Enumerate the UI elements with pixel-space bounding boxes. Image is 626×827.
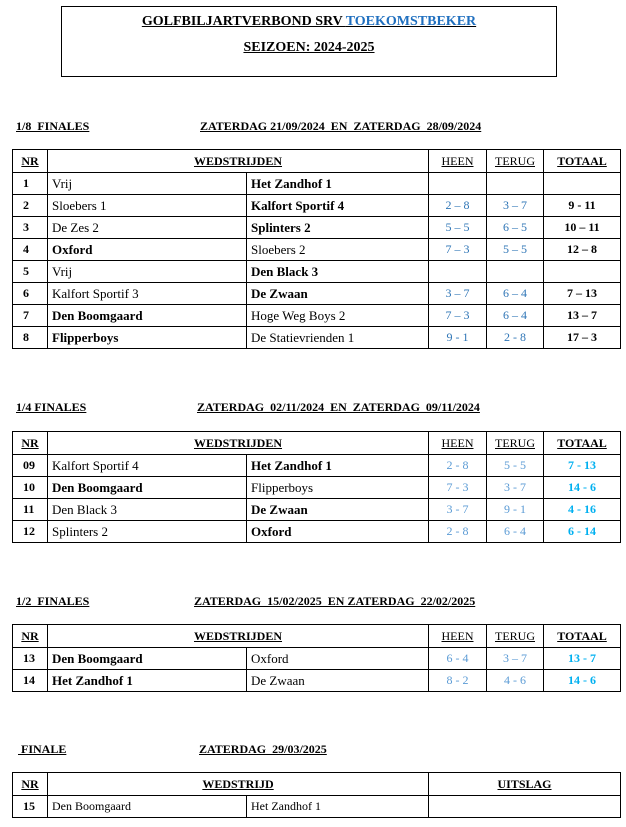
col-terug: TERUG bbox=[487, 432, 544, 455]
col-heen: HEEN bbox=[429, 432, 487, 455]
col-heen: HEEN bbox=[429, 150, 487, 173]
col-nr: NR bbox=[13, 625, 48, 648]
col-terug: TERUG bbox=[487, 625, 544, 648]
score-heen: 2 – 8 bbox=[429, 195, 487, 217]
score-heen: 5 – 5 bbox=[429, 217, 487, 239]
score-terug: 6 - 4 bbox=[487, 521, 544, 543]
home-team: Den Black 3 bbox=[48, 499, 247, 521]
away-team: Splinters 2 bbox=[247, 217, 429, 239]
away-team: Kalfort Sportif 4 bbox=[247, 195, 429, 217]
away-team: Den Black 3 bbox=[247, 261, 429, 283]
score-totaal: 14 - 6 bbox=[544, 477, 621, 499]
match-nr: 4 bbox=[13, 239, 48, 261]
table-row bbox=[13, 670, 621, 692]
score-terug: 6 – 4 bbox=[487, 283, 544, 305]
score-terug: 6 – 4 bbox=[487, 305, 544, 327]
score-terug: 3 – 7 bbox=[487, 195, 544, 217]
match-nr: 15 bbox=[13, 796, 48, 818]
final-table bbox=[12, 772, 621, 818]
match-nr: 12 bbox=[13, 521, 48, 543]
away-team: Flipperboys bbox=[247, 477, 429, 499]
away-team: De Zwaan bbox=[247, 499, 429, 521]
score-heen: 3 - 7 bbox=[429, 499, 487, 521]
page-title-accent: TOEKOMSTBEKER bbox=[345, 14, 477, 29]
score-heen: 2 - 8 bbox=[429, 455, 487, 477]
score-totaal: 17 – 3 bbox=[544, 327, 621, 349]
score-terug: 5 – 5 bbox=[487, 239, 544, 261]
score-heen: 8 - 2 bbox=[429, 670, 487, 692]
away-team: Oxford bbox=[247, 648, 429, 670]
home-team: Vrij bbox=[48, 261, 247, 283]
score-heen: 7 – 3 bbox=[429, 239, 487, 261]
score-heen: 9 - 1 bbox=[429, 327, 487, 349]
match-nr: 7 bbox=[13, 305, 48, 327]
score-totaal: 13 – 7 bbox=[544, 305, 621, 327]
score-terug: 3 – 7 bbox=[487, 648, 544, 670]
col-wedstrijd: WEDSTRIJD bbox=[48, 773, 429, 796]
semi-label: 1/2 FINALES bbox=[16, 594, 90, 608]
score-totaal bbox=[544, 173, 621, 195]
score-terug: 5 - 5 bbox=[487, 455, 544, 477]
match-nr: 5 bbox=[13, 261, 48, 283]
score-heen: 3 – 7 bbox=[429, 283, 487, 305]
home-team: Den Boomgaard bbox=[48, 796, 247, 818]
match-nr: 1 bbox=[13, 173, 48, 195]
table-row bbox=[13, 239, 621, 261]
semi-dates: ZATERDAG 15/02/2025 EN ZATERDAG 22/02/2025 bbox=[194, 594, 476, 608]
score-totaal: 10 – 11 bbox=[544, 217, 621, 239]
col-terug: TERUG bbox=[487, 150, 544, 173]
table-row bbox=[13, 648, 621, 670]
score-totaal: 6 - 14 bbox=[544, 521, 621, 543]
col-totaal: TOTAAL bbox=[544, 625, 621, 648]
away-team: Het Zandhof 1 bbox=[247, 455, 429, 477]
table-row bbox=[13, 283, 621, 305]
home-team: Kalfort Sportif 4 bbox=[48, 455, 247, 477]
home-team: Den Boomgaard bbox=[48, 305, 247, 327]
home-team: Kalfort Sportif 3 bbox=[48, 283, 247, 305]
away-team: Het Zandhof 1 bbox=[247, 796, 429, 818]
match-nr: 6 bbox=[13, 283, 48, 305]
score-totaal: 9 - 11 bbox=[544, 195, 621, 217]
home-team: Vrij bbox=[48, 173, 247, 195]
match-nr: 2 bbox=[13, 195, 48, 217]
page-title: GOLFBILJARTVERBOND SRV TOEKOMSTBEKER bbox=[141, 14, 477, 29]
header-box bbox=[61, 6, 557, 77]
home-team: Oxford bbox=[48, 239, 247, 261]
home-team: De Zes 2 bbox=[48, 217, 247, 239]
round16-dates: ZATERDAG 21/09/2024 EN ZATERDAG 28/09/2024 bbox=[200, 119, 482, 133]
match-nr: 11 bbox=[13, 499, 48, 521]
away-team: De Zwaan bbox=[247, 283, 429, 305]
table-row bbox=[13, 261, 621, 283]
final-label: FINALE bbox=[18, 742, 67, 756]
table-row bbox=[13, 499, 621, 521]
table-row bbox=[13, 477, 621, 499]
score-heen bbox=[429, 173, 487, 195]
score-totaal: 4 - 16 bbox=[544, 499, 621, 521]
table-header-row bbox=[13, 150, 621, 173]
score-totaal: 14 - 6 bbox=[544, 670, 621, 692]
score-heen bbox=[429, 261, 487, 283]
away-team: De Statievrienden 1 bbox=[247, 327, 429, 349]
score-totaal bbox=[544, 261, 621, 283]
col-nr: NR bbox=[13, 150, 48, 173]
col-wedstrijden: WEDSTRIJDEN bbox=[48, 625, 429, 648]
away-team: De Zwaan bbox=[247, 670, 429, 692]
table-header-row bbox=[13, 432, 621, 455]
col-heen: HEEN bbox=[429, 625, 487, 648]
match-nr: 3 bbox=[13, 217, 48, 239]
round16-table bbox=[12, 149, 621, 349]
score-totaal: 7 – 13 bbox=[544, 283, 621, 305]
home-team: Sloebers 1 bbox=[48, 195, 247, 217]
score-terug: 2 - 8 bbox=[487, 327, 544, 349]
score-totaal: 7 - 13 bbox=[544, 455, 621, 477]
home-team: Splinters 2 bbox=[48, 521, 247, 543]
col-wedstrijden: WEDSTRIJDEN bbox=[48, 432, 429, 455]
match-nr: 14 bbox=[13, 670, 48, 692]
round16-label: 1/8 FINALES bbox=[16, 119, 90, 133]
score-terug: 6 – 5 bbox=[487, 217, 544, 239]
table-row bbox=[13, 796, 621, 818]
score-heen: 7 – 3 bbox=[429, 305, 487, 327]
col-nr: NR bbox=[13, 773, 48, 796]
table-row bbox=[13, 195, 621, 217]
match-nr: 8 bbox=[13, 327, 48, 349]
table-row bbox=[13, 217, 621, 239]
table-header-row bbox=[13, 625, 621, 648]
home-team: Het Zandhof 1 bbox=[48, 670, 247, 692]
away-team: Het Zandhof 1 bbox=[247, 173, 429, 195]
away-team: Hoge Weg Boys 2 bbox=[247, 305, 429, 327]
table-row bbox=[13, 173, 621, 195]
score-totaal: 12 – 8 bbox=[544, 239, 621, 261]
quarter-table bbox=[12, 431, 621, 543]
col-totaal: TOTAAL bbox=[544, 432, 621, 455]
col-uitslag: UITSLAG bbox=[429, 773, 621, 796]
col-totaal: TOTAAL bbox=[544, 150, 621, 173]
match-nr: 13 bbox=[13, 648, 48, 670]
quarter-label: 1/4 FINALES bbox=[16, 400, 87, 414]
col-wedstrijden: WEDSTRIJDEN bbox=[48, 150, 429, 173]
score-terug: 4 - 6 bbox=[487, 670, 544, 692]
home-team: Den Boomgaard bbox=[48, 648, 247, 670]
quarter-dates: ZATERDAG 02/11/2024 EN ZATERDAG 09/11/2024 bbox=[197, 400, 480, 414]
match-nr: 09 bbox=[13, 455, 48, 477]
match-nr: 10 bbox=[13, 477, 48, 499]
score-terug: 3 - 7 bbox=[487, 477, 544, 499]
score-terug bbox=[487, 173, 544, 195]
semi-table bbox=[12, 624, 621, 692]
score-terug bbox=[487, 261, 544, 283]
score-terug: 9 - 1 bbox=[487, 499, 544, 521]
home-team: Den Boomgaard bbox=[48, 477, 247, 499]
home-team: Flipperboys bbox=[48, 327, 247, 349]
table-header-row bbox=[13, 773, 621, 796]
score-heen: 7 - 3 bbox=[429, 477, 487, 499]
result bbox=[429, 796, 621, 818]
table-row bbox=[13, 327, 621, 349]
table-row bbox=[13, 521, 621, 543]
final-dates: ZATERDAG 29/03/2025 bbox=[199, 742, 327, 756]
col-nr: NR bbox=[13, 432, 48, 455]
season-label: SEIZOEN: 2024-2025 bbox=[243, 40, 375, 55]
score-heen: 6 - 4 bbox=[429, 648, 487, 670]
away-team: Oxford bbox=[247, 521, 429, 543]
away-team: Sloebers 2 bbox=[247, 239, 429, 261]
table-row bbox=[13, 305, 621, 327]
table-row bbox=[13, 455, 621, 477]
score-totaal: 13 - 7 bbox=[544, 648, 621, 670]
score-heen: 2 - 8 bbox=[429, 521, 487, 543]
